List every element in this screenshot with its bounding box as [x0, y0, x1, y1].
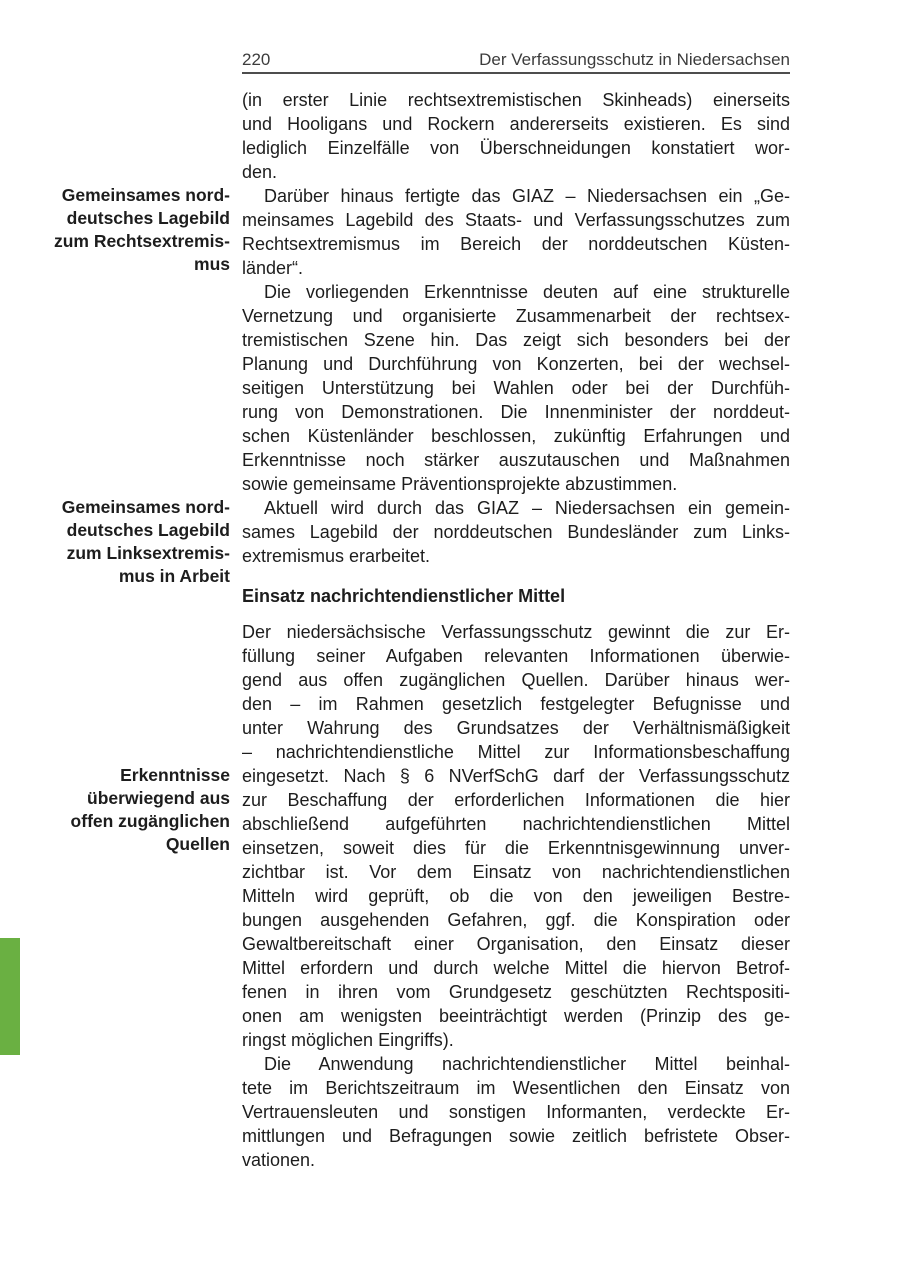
paragraph-3: [242, 280, 790, 496]
text-line: Die Anwendung nachrichtendienstlicher Mittel beinhal-: [264, 1054, 790, 1074]
text-line: eingesetzt. Nach § 6 NVerfSchG darf der Verfassungsschutz: [242, 766, 790, 786]
text-line: einsetzen, soweit dies für die Erkenntnisgewinnung unver-: [242, 838, 790, 858]
text-line: unter Wahrung des Grundsatzes der Verhältnismäßigkeit: [242, 718, 790, 738]
text-line: schen Küstenländer beschlossen, zukünftig Erfahrungen und: [242, 426, 790, 446]
text-line: sames Lagebild der norddeutschen Bundesländer zum Links-: [242, 522, 790, 542]
page-header: [242, 50, 790, 70]
text-line: zum Linksextremis-: [66, 543, 230, 563]
text-line: tete im Berichtszeitraum im Wesentlichen den Einsatz von: [242, 1078, 790, 1098]
text-line: Gewaltbereitschaft einer Organisation, den Einsatz dieser: [242, 934, 790, 954]
paragraph-2: [242, 184, 790, 280]
text-line: füllung seiner Aufgaben relevanten Informationen überwie-: [242, 646, 790, 666]
text-line: fenen in ihren vom Grundgesetz geschützten Rechtspositi-: [242, 982, 790, 1002]
text-line: Aktuell wird durch das GIAZ – Niedersachsen ein gemein-: [264, 498, 790, 518]
text-line: extremismus erarbeitet.: [242, 546, 431, 566]
text-line: mittlungen und Befragungen sowie zeitlich befristete Obser-: [242, 1126, 790, 1146]
text-line: Mittel erfordern und durch welche Mittel die hiervon Betrof-: [242, 958, 790, 978]
text-line: Planung und Durchführung von Konzerten, bei der wechsel-: [242, 354, 790, 374]
text-line: Der niedersächsische Verfassungsschutz gewinnt die zur Er-: [242, 622, 790, 642]
margin-note-quellen: [40, 764, 230, 856]
text-line: – nachrichtendienstliche Mittel zur Informationsbeschaffung: [242, 742, 790, 762]
text-line: (in erster Linie rechtsextremistischen Skinheads) einerseits: [242, 90, 790, 110]
section-heading: Einsatz nachrichtendienstlicher Mittel: [242, 586, 566, 606]
paragraph-1: [242, 88, 790, 184]
text-line: länder“.: [242, 258, 304, 278]
text-line: Erkenntnisse: [120, 765, 230, 785]
text-line: Quellen: [165, 834, 230, 854]
text-line: lediglich Einzelfälle von Überschneidungen konstatiert wor-: [242, 138, 790, 158]
text-line: Darüber hinaus fertigte das GIAZ – Niedersachsen ein „Ge-: [264, 186, 790, 206]
paragraph-6: [242, 1052, 790, 1172]
text-line: zur Beschaffung der erforderlichen Informationen die hier: [242, 790, 790, 810]
text-line: bungen ausgehenden Gefahren, ggf. die Konspiration oder: [242, 910, 790, 930]
text-line: meinsames Lagebild des Staats- und Verfassungsschutzes zum: [242, 210, 790, 230]
text-line: mus in Arbeit: [118, 566, 230, 586]
paragraph-5: [242, 620, 790, 1052]
main-text-column: [242, 88, 790, 1172]
text-line: zichtbar ist. Vor dem Einsatz von nachrichtendienstlichen: [242, 862, 790, 882]
text-line: Vertrauensleuten und sonstigen Informanten, verdeckte Er-: [242, 1102, 790, 1122]
margin-note-linksextremismus: [40, 496, 230, 588]
text-line: Die vorliegenden Erkenntnisse deuten auf eine strukturelle: [264, 282, 790, 302]
text-line: gend aus offen zugänglichen Quellen. Darüber hinaus wer-: [242, 670, 790, 690]
text-line: überwiegend aus: [87, 788, 230, 808]
text-line: den – im Rahmen gesetzlich festgelegter Befugnisse und: [242, 694, 790, 714]
text-line: onen am wenigsten beeinträchtigt werden (Prinzip des ge-: [242, 1006, 790, 1026]
header-rule: [242, 72, 790, 74]
text-line: ringst möglichen Eingriffs).: [242, 1030, 454, 1050]
text-line: zum Rechtsextremis-: [53, 231, 230, 251]
text-line: Rechtsextremismus im Bereich der norddeutschen Küsten-: [242, 234, 790, 254]
section-tab-marker: [0, 938, 20, 1055]
text-line: deutsches Lagebild: [66, 208, 230, 228]
text-line: Vernetzung und organisierte Zusammenarbeit der rechtsex-: [242, 306, 790, 326]
text-line: und Hooligans und Rockern andererseits existieren. Es sind: [242, 114, 790, 134]
running-title: Der Verfassungsschutz in Niedersachsen: [479, 50, 790, 69]
text-line: vationen.: [242, 1150, 316, 1170]
text-line: Erkenntnisse noch stärker auszutauschen und Maßnahmen: [242, 450, 790, 470]
text-line: tremistischen Szene hin. Das zeigt sich besonders bei der: [242, 330, 790, 350]
text-line: den.: [242, 162, 278, 182]
text-line: mus: [194, 254, 230, 274]
paragraph-4: [242, 496, 790, 568]
text-line: offen zugänglichen: [70, 811, 230, 831]
text-line: Gemeinsames nord-: [61, 185, 230, 205]
margin-note-rechtsextremismus: [40, 184, 230, 276]
text-line: sowie gemeinsame Präventionsprojekte abzustimmen.: [242, 474, 678, 494]
text-line: seitigen Unterstützung bei Wahlen oder bei der Durchfüh-: [242, 378, 790, 398]
text-line: abschließend aufgeführten nachrichtendienstlichen Mittel: [242, 814, 790, 834]
text-line: deutsches Lagebild: [66, 520, 230, 540]
page-number: 220: [242, 50, 271, 69]
text-line: rung von Demonstrationen. Die Innenminister der norddeut-: [242, 402, 790, 422]
text-line: Gemeinsames nord-: [61, 497, 230, 517]
text-line: Mitteln wird geprüft, ob die von den jeweiligen Bestre-: [242, 886, 790, 906]
